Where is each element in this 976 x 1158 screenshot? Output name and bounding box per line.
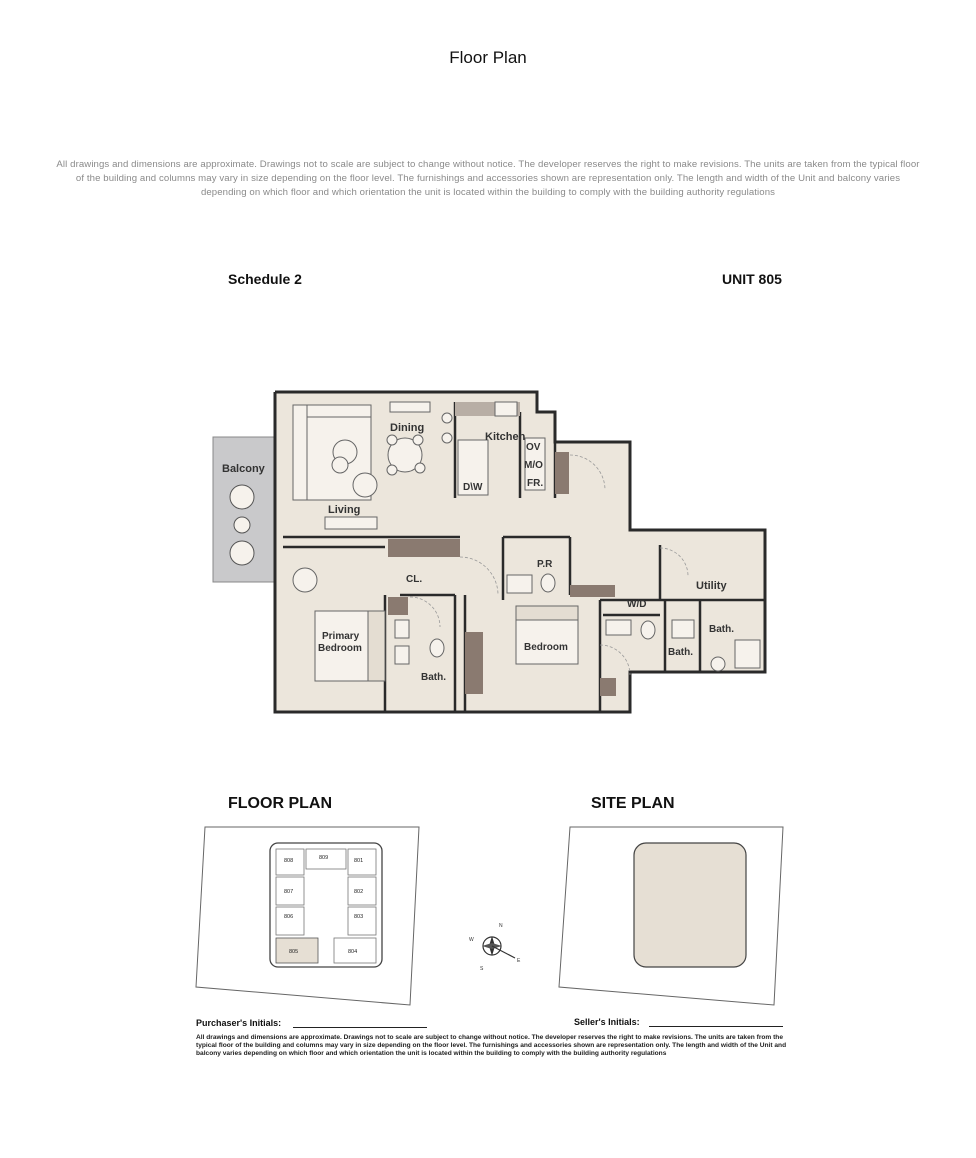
compass-east: E bbox=[517, 958, 521, 964]
unit-label: UNIT 805 bbox=[722, 271, 782, 287]
label-fridge: FR. bbox=[527, 478, 544, 489]
label-dining: Dining bbox=[390, 422, 425, 434]
unit-807: 807 bbox=[284, 889, 294, 895]
bedroom-bed bbox=[516, 606, 578, 664]
unit-801: 801 bbox=[354, 858, 364, 864]
site-building-footprint bbox=[634, 843, 746, 967]
label-living: Living bbox=[328, 504, 361, 516]
purchaser-initials-label: Purchaser's Initials: bbox=[196, 1018, 282, 1028]
label-microwave: M/O bbox=[524, 460, 543, 471]
page-title: Floor Plan bbox=[449, 48, 527, 67]
label-washer-dryer: W/D bbox=[627, 599, 647, 610]
label-utility: Utility bbox=[696, 580, 727, 592]
site-plan bbox=[555, 822, 787, 1010]
label-primary-1: Primary bbox=[322, 631, 360, 642]
floor-plan-heading: FLOOR PLAN bbox=[228, 795, 332, 812]
disclaimer-top: All drawings and dimensions are approximate. Drawings not to scale are subject to change without notice. The developer reserves the right to make revisions. The units are taken from the typical floor of the building and columns may vary in size depending on the floor level. The furnishings and accessories shown are representation only. The length and width of the Unit and balcony varies depending on which floor and which orientation the unit is located within the building to comply with the building authority regulations bbox=[56, 159, 920, 198]
compass-north: N bbox=[499, 923, 503, 929]
label-closet: CL. bbox=[406, 574, 423, 585]
label-balcony: Balcony bbox=[222, 463, 265, 475]
schedule-label: Schedule 2 bbox=[228, 271, 302, 287]
compass-west: W bbox=[469, 937, 474, 943]
label-oven: OV bbox=[526, 442, 541, 453]
unit-809: 809 bbox=[319, 855, 329, 861]
disclaimer-bottom: All drawings and dimensions are approximate. Drawings not to scale are subject to change without notice. The developer reserves the right to make revisions. The units are taken from the typical floor of the building and columns may vary in size depending on the floor level. The furnishings and accessories shown are representation only. The length and width of the Unit and balcony varies depending on which floor and which orientation the unit is located within the building to comply with the building authority regulations bbox=[196, 1034, 787, 1058]
seller-initials-label: Seller's Initials: bbox=[574, 1017, 640, 1027]
compass-south: S bbox=[480, 966, 484, 972]
unit-808: 808 bbox=[284, 858, 294, 864]
site-plan-heading: SITE PLAN bbox=[591, 795, 675, 812]
unit-802: 802 bbox=[354, 889, 364, 895]
unit-804: 804 bbox=[348, 949, 358, 955]
label-bath-right: Bath. bbox=[709, 624, 734, 635]
label-kitchen: Kitchen bbox=[485, 431, 526, 443]
label-bedroom: Bedroom bbox=[524, 642, 568, 653]
compass-rose bbox=[466, 922, 528, 972]
purchaser-initials-line[interactable] bbox=[293, 1027, 427, 1028]
label-primary-2: Bedroom bbox=[318, 643, 362, 654]
label-dishwasher: D\W bbox=[463, 482, 483, 493]
unit-803: 803 bbox=[354, 914, 364, 920]
balcony-chairs bbox=[230, 485, 254, 565]
label-powder-room: P.R bbox=[537, 559, 553, 570]
unit-floor-plan bbox=[200, 380, 780, 725]
unit-806: 806 bbox=[284, 914, 294, 920]
seller-initials-line[interactable] bbox=[649, 1026, 783, 1027]
label-bath-mid: Bath. bbox=[668, 647, 693, 658]
label-bath-primary: Bath. bbox=[421, 672, 446, 683]
key-floor-plan bbox=[190, 820, 425, 1010]
unit-805: 805 bbox=[289, 949, 299, 955]
